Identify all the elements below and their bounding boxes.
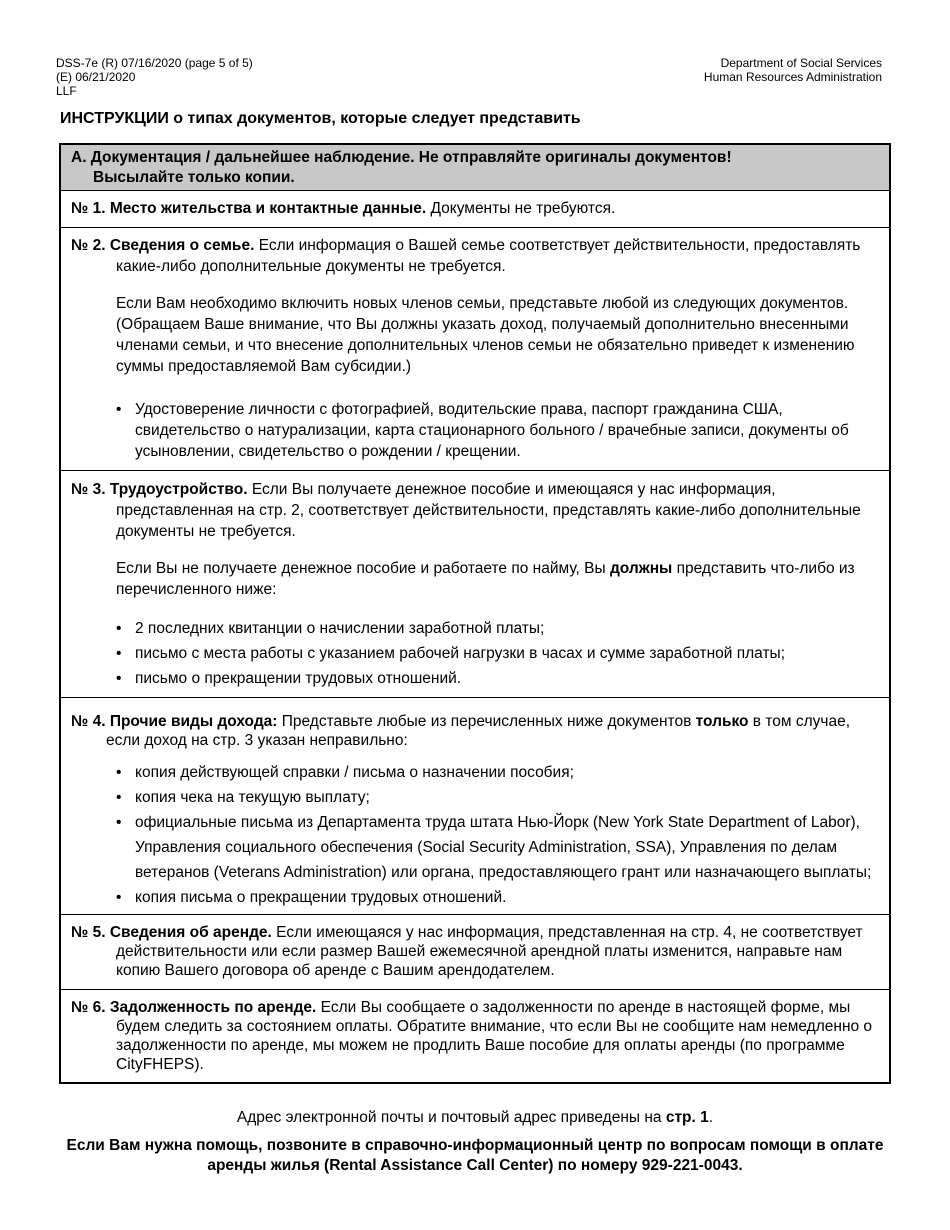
- agency-name: Human Resources Administration: [703, 70, 882, 84]
- header-right: [704, 56, 882, 84]
- section-3-paragraph: Если Вы не получаете денежное пособие и работаете по найму, Вы должны представить что-либо из перечисленного ниже:: [116, 560, 855, 598]
- section-4: № 4. Прочие виды дохода: Представьте любые из перечисленных ниже документов только в том случае, если доход на стр. 3 указан неправильно: • копия действующей справки / письма о назначении пособия; • копия чека на текущую выплату; • официальные письма из Департамента труда штата Нью-Йорк (New York State Department of Labor), Управления социального обеспечения (Social Security Administration, SSA), Управления по делам ветеранов (Veterans Administration) или органа, предоставляющего грант или назначающего выплаты; • копия письма о прекращении трудовых отношений.: [61, 697, 889, 914]
- section-2-text: Если информация о Вашей семье соответствует действительности, предоставлять какие-либо дополнительные документы не требуется.: [116, 237, 861, 275]
- list-item: • копия чека на текущую выплату;: [116, 789, 370, 806]
- section-4-heading: № 4. Прочие виды дохода:: [71, 713, 278, 730]
- section-3-text: Если Вы получаете денежное пособие и имеющаяся у нас информация, представленная на стр. 2, соответствует действительности, представлять какие-либо дополнительные документы не требуется.: [116, 481, 861, 540]
- list-item: • Удостоверение личности с фотографией, водительские права, паспорт гражданина США, свидетельство о натурализации, карта стационарного больного / врачебные записи, документы об усыновлении, свидетельство о рождении / крещении.: [116, 401, 849, 460]
- list-item: • письмо о прекращении трудовых отношений.: [116, 670, 462, 687]
- section-3: [61, 470, 889, 697]
- help-line: Если Вам нужна помощь, позвоните в справочно-информационный центр по вопросам помощи в оплате аренды жилья (Rental Assistance Call Center) по номеру 929-221-0043.: [66, 1137, 884, 1174]
- section-4-list: [71, 760, 879, 910]
- section-1: [61, 190, 889, 227]
- language-code: LLF: [56, 84, 77, 98]
- header-left: [56, 56, 253, 98]
- section-5: [61, 914, 889, 989]
- section-3-list: [71, 616, 879, 691]
- section-3-heading: № 3. Трудоустройство.: [71, 481, 248, 498]
- page-title: ИНСТРУКЦИИ о типах документов, которые следует представить: [60, 110, 581, 127]
- form-edition: (E) 06/21/2020: [56, 70, 136, 84]
- section-5-heading: № 5. Сведения об аренде.: [71, 924, 272, 941]
- section-a-line1: А. Документация / дальнейшее наблюдение. Не отправляйте оригиналы документов!: [71, 149, 732, 166]
- list-item: • 2 последних квитанции о начислении заработной платы;: [116, 620, 545, 637]
- section-1-text: Документы не требуются.: [426, 200, 616, 217]
- section-2-heading: № 2. Сведения о семье.: [71, 237, 255, 254]
- address-note: Адрес электронной почты и почтовый адрес приведены на стр. 1.: [236, 1109, 714, 1126]
- list-item: • официальные письма из Департамента труда штата Нью-Йорк (New York State Department of Labor), Управления социального обеспечения (Social Security Administration, SSA), Управления по делам ветеранов (Veterans Administration) или органа, предоставляющего грант или назначающего выплаты;: [116, 814, 872, 881]
- section-a-line2: Высылайте только копии.: [93, 169, 295, 186]
- section-2: [61, 227, 889, 470]
- section-6: [61, 989, 889, 1082]
- department-name: Department of Social Services: [720, 56, 882, 70]
- section-2-list: [71, 399, 879, 462]
- section-2-paragraph: Если Вам необходимо включить новых членов семьи, представьте любой из следующих документов. (Обращаем Ваше внимание, что Вы должны указать доход, получаемый дополнительно внесенными членами семьи, и что внесение дополнительных членов семьи не обязательно приведет к изменению суммы предоставляемой Вам субсидии.): [116, 295, 855, 375]
- section-a-header: [61, 145, 889, 190]
- list-item: • копия письма о прекращении трудовых отношений.: [116, 889, 507, 906]
- section-1-heading: № 1. Место жительства и контактные данные.: [71, 200, 427, 217]
- section-5-text: Если имеющаяся у нас информация, представленная на стр. 4, не соответствует действительности или если размер Вашей ежемесячной арендной платы изменится, направьте нам копию Вашего договора об аренде с Вашим арендодателем.: [116, 924, 863, 979]
- instructions-box: [59, 143, 891, 1084]
- section-6-text: Если Вы сообщаете о задолженности по аренде в настоящей форме, мы будем следить за состоянием оплаты. Обратите внимание, что если Вы не сообщите нам немедленно о задолженности по аренде, мы можем не продлить Ваше пособие для оплаты аренды (по программе CityFHEPS).: [116, 999, 873, 1073]
- list-item: • письмо с места работы с указанием рабочей нагрузки в часах и сумме заработной платы;: [116, 645, 786, 662]
- form-id: DSS-7e (R) 07/16/2020 (page 5 of 5): [56, 56, 253, 70]
- list-item: • копия действующей справки / письма о назначении пособия;: [116, 764, 574, 781]
- section-6-heading: № 6. Задолженность по аренде.: [71, 999, 317, 1016]
